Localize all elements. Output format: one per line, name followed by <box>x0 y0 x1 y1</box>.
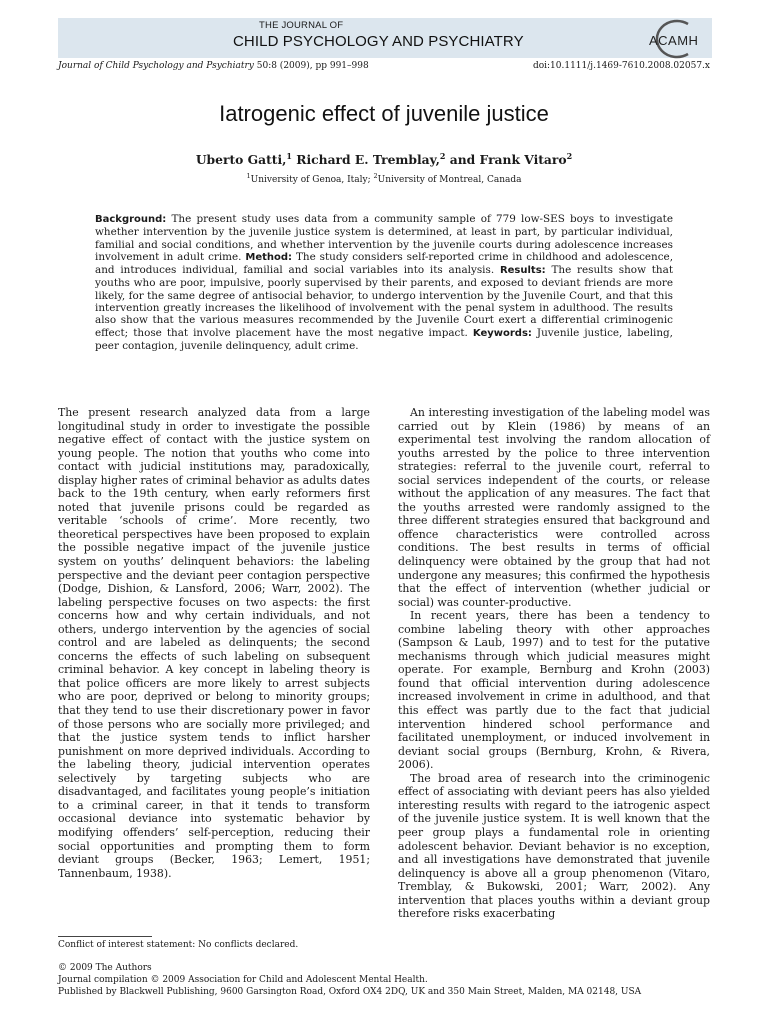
citation-detail: 50:8 (2009), pp 991–998 <box>253 61 369 71</box>
logo-text: ACAMH <box>649 33 699 48</box>
doi: doi:10.1111/j.1469-7610.2008.02057.x <box>532 61 710 71</box>
abstract-keywords-label: Keywords: <box>472 327 532 339</box>
publisher-line: Published by Blackwell Publishing, 9600 Garsington Road, Oxford OX4 2DQ, UK and 350 Main Street, Malden, MA 02148, USA <box>58 987 642 997</box>
author-affil-mark: 2 <box>566 151 573 161</box>
author-name: Uberto Gatti, <box>195 152 287 168</box>
abstract-background-label: Background: <box>95 214 167 225</box>
journal-name: CHILD PSYCHOLOGY AND PSYCHIATRY <box>233 33 524 50</box>
authors <box>0 151 768 167</box>
body-column-right <box>398 406 710 921</box>
compilation-line: Journal compilation © 2009 Association for Child and Adolescent Mental Health. <box>58 975 428 985</box>
affiliation: University of Montreal, Canada <box>377 175 522 185</box>
abstract-method-text: The study considers self-reported crime in childhood and adolescence, and introduces individual, familial and social variables into its analysis. <box>95 250 674 277</box>
affil-mark: 1 <box>246 172 251 180</box>
author-affil-mark: 1 <box>286 151 292 161</box>
body-paragraph: The present research analyzed data from a large longitudinal study in order to investigate the possible negative effect of contact with the justice system on young people. The notion that youths who come into contact with judicial institutions may, paradoxically, display higher rates of criminal behavior as adults dates back to the 19th century, when early reformers first noted that juvenile prisons could be regarded as veritable ‘schools of crime’. More recently, two theoretical perspectives have been proposed to explain the possible negative impact of the juvenile justice system on youths’ delinquent behaviors: the labeling perspective and the deviant peer contagion perspective (Dodge, Dishion, & Lansford, 2006; Warr, 2002). The labeling perspective focuses on two aspects: the first concerns how and why certain individuals, and not others, undergo intervention by the agencies of social control and are labeled as delinquents; the second concerns the effects of such labeling on subsequent criminal behavior. A key concept in labeling theory is that police officers are more likely to arrest subjects who are poor, deprived or belong to minority groups; that they tend to use their discretionary power in favor of those persons who are socially more privileged; and that the justice system tends to inflict harsher punishment on more deprived individuals. According to the labeling theory, judicial intervention operates selectively by targeting subjects who are disadvantaged, and facilitates young people’s initiation to a criminal career, in that it tends to transform occasional deviance into systematic behavior by modifying offenders’ self-perception, reducing their social opportunities and prompting them to form deviant groups (Becker, 1963; Lemert, 1951; Tannenbaum, 1938). <box>58 406 370 880</box>
affiliation: University of Genoa, Italy; <box>250 175 374 185</box>
author-name: and Frank Vitaro <box>445 152 567 168</box>
body-paragraph: An interesting investigation of the labeling model was carried out by Klein (1986) by means of an experimental test involving the random allocation of youths arrested by the police to three intervention strategies: referral to the juvenile court, referral to social services independent of the courts, or release without the application of any measures. The fact that the youths arrested were randomly assigned to the three different strategies ensured that background and offence characteristics were controlled across conditions. The best results in terms of official delinquency were obtained by the group that had not undergone any measures; this confirmed the hypothesis that the effect of intervention (whether judicial or social) was counter-productive. <box>398 406 710 609</box>
citation-journal: Journal of Child Psychology and Psychiatry <box>58 61 254 71</box>
copyright-line: © 2009 The Authors <box>58 963 152 973</box>
journal-name-small: THE JOURNAL OF <box>259 20 344 31</box>
abstract-method-label: Method: <box>245 251 293 263</box>
author-affil-mark: 2 <box>439 151 446 161</box>
abstract-keywords-text: Juvenile justice, labeling, peer contagion, juvenile delinquency, adult crime. <box>95 326 673 352</box>
acamh-logo <box>632 18 706 60</box>
affiliations <box>0 172 768 185</box>
affil-mark: 2 <box>373 172 378 180</box>
body-column-left <box>58 406 370 880</box>
journal-banner <box>58 18 712 58</box>
article-title: Iatrogenic effect of juvenile justice <box>219 101 549 126</box>
footnote: Conflict of interest statement: No conflicts declared. <box>58 940 299 950</box>
body-paragraph: The broad area of research into the criminogenic effect of associating with deviant peers has also yielded interesting results with regard to the iatrogenic aspect of the juvenile justice system. It is well known that the peer group plays a fundamental role in orienting adolescent behavior. Deviant behavior is no exception, and all investigations have demonstrated that juvenile delinquency is above all a group phenomenon (Vitaro, Tremblay, & Bukowski, 2001; Warr, 2002). Any intervention that places youths within a deviant group therefore risks exacerbating <box>398 771 710 921</box>
citation <box>58 61 369 71</box>
author-name: Richard E. Tremblay, <box>291 152 440 168</box>
abstract-background-text: The present study uses data from a community sample of 779 low-SES boys to investigate whether intervention by the juvenile justice system is determined, at least in part, by particular individual, familial and social conditions, and whether intervention by the juvenile courts during adolescence increases involvement in adult crime. <box>95 213 673 263</box>
abstract <box>95 213 673 352</box>
abstract-results-label: Results: <box>499 265 546 277</box>
body-paragraph: In recent years, there has been a tendency to combine labeling theory with other approaches (Sampson & Laub, 1997) and to test for the putative mechanisms through which judicial measures might operate. For example, Bernburg and Krohn (2003) found that official intervention during adolescence increased involvement in crime in adulthood, and that this effect was partly due to the fact that judicial intervention hindered school performance and facilitated unemployment, or induced involvement in deviant social groups (Bernburg, Krohn, & Rivera, 2006). <box>398 609 710 772</box>
footnote-rule <box>58 936 152 937</box>
abstract-results-text: The results show that youths who are poor, impulsive, poorly supervised by their parents, and exposed to deviant friends are more likely, for the same degree of antisocial behavior, to undergo intervention by the Juvenile Court, and that this intervention greatly increases the likelihood of involvement with the penal system in adulthood. The results also show that the various measures recommended by the Juvenile Court exert a differential criminogenic effect; those that involve placement have the most negative impact. <box>95 264 673 339</box>
